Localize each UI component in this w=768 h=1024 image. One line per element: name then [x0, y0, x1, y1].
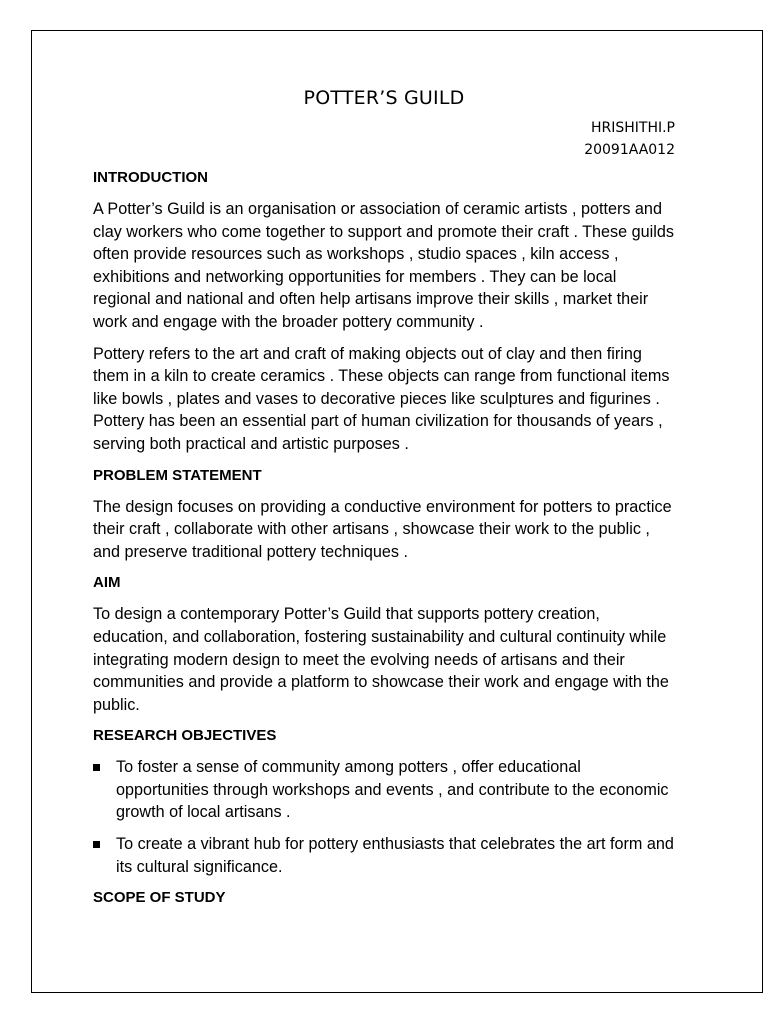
square-bullet-icon — [93, 764, 100, 771]
aim-paragraph: To design a contemporary Potter’s Guild that supports pottery creation, education, and collaboration, fostering sustainability and cultural continuity while integrating modern design to meet the evolving needs of artisans and their communities and provide a platform to showcase their work and engage with the public. — [93, 605, 669, 714]
research-objectives-list — [93, 756, 675, 878]
square-bullet-icon — [93, 841, 100, 848]
list-item-text: To foster a sense of community among potters , offer educational opportunities through workshops and events , and contribute to the economic growth of local artisans . — [116, 758, 669, 822]
author-name: HRISHITHI.P — [590, 120, 675, 136]
document-title: POTTER’S GUILD — [303, 87, 465, 109]
research-objectives-heading: RESEARCH OBJECTIVES — [93, 727, 277, 745]
list-item-text: To create a vibrant hub for pottery enthusiasts that celebrates the art form and its cultural significance. — [116, 835, 674, 876]
introduction-heading: INTRODUCTION — [93, 169, 208, 186]
problem-statement-heading: PROBLEM STATEMENT — [93, 466, 262, 484]
author-id: 20091AA012 — [584, 142, 675, 158]
problem-statement-section — [93, 465, 675, 564]
scope-of-study-section — [93, 887, 675, 909]
aim-section — [93, 572, 675, 716]
research-objectives-section — [93, 725, 675, 878]
aim-heading: AIM — [93, 574, 121, 592]
document-body — [93, 86, 675, 918]
introduction-paragraph-1: A Potter’s Guild is an organisation or association of ceramic artists , potters and clay workers who come together to support and promote their craft . These guilds often provide resources such as workshops , studio spaces , kiln access , exhibitions and networking opportunities for members . They can be local regional and national and often help artisans improve their skills , market their work and engage with the broader pottery community . — [93, 200, 674, 331]
problem-statement-paragraph: The design focuses on providing a conductive environment for potters to practice their craft , collaborate with other artisans , showcase their work to the public , and preserve traditional pottery techniques . — [93, 497, 672, 561]
introduction-section — [93, 167, 675, 456]
scope-of-study-heading: SCOPE OF STUDY — [93, 889, 226, 907]
list-item — [93, 756, 675, 824]
introduction-paragraph-2: Pottery refers to the art and craft of making objects out of clay and then firing them in a kiln to create ceramics . These objects can range from functional items like bowls , plates and vases to decorative pieces like sculptures and figurines . Pottery has been an essential part of human civilization for thousands of years , serving both practical and artistic purposes . — [93, 344, 670, 453]
list-item — [93, 833, 675, 878]
